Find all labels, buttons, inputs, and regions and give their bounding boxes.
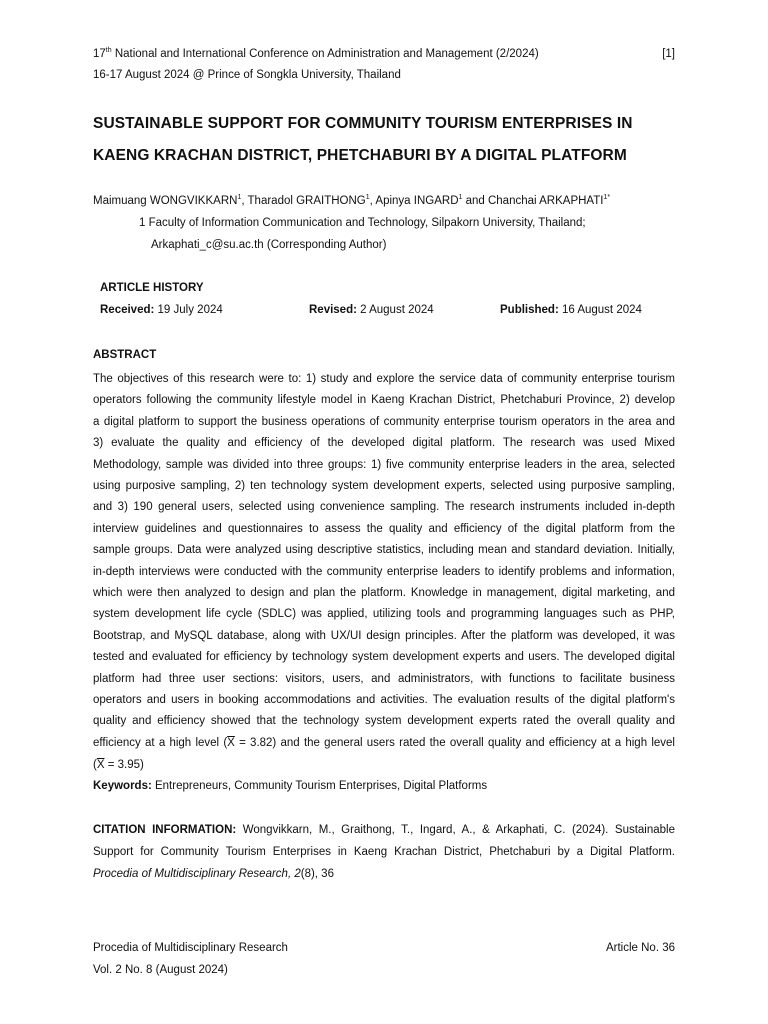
received-date xyxy=(100,302,223,318)
citation-line-2: Support for Community Tourism Enterprises in Kaeng Krachan District, Phetchaburi by a Digital Platform. xyxy=(93,846,675,858)
abstract-line-19 xyxy=(93,757,675,773)
citation-issue: (8), 36 xyxy=(300,868,334,880)
abstract-line: operators following the community lifestyle model in Kaeng Krachan District, Phetchaburi Province, 2) develop xyxy=(93,394,675,407)
conf-ordinal: th xyxy=(105,47,112,55)
revised-label: Revised: xyxy=(309,304,357,316)
received-value: 19 July 2024 xyxy=(154,304,223,316)
footer-article-number: Article No. 36 xyxy=(605,942,675,954)
conference-line xyxy=(93,46,539,62)
abstract-line: Bootstrap, and MySQL database, along with UX/UI design principles. After the platform was developed, it was xyxy=(93,629,675,642)
abstract-line-19-b: = 3.95) xyxy=(104,759,144,771)
abstract-line: quality and efficiency showed that the technology system development experts rated the overall quality and xyxy=(93,715,675,728)
citation-line-3 xyxy=(93,866,334,882)
author-2: , Tharadol GRAITHONG xyxy=(241,195,366,207)
footer-volume: Vol. 2 No. 8 (August 2024) xyxy=(93,964,228,976)
abstract-line: The objectives of this research were to: 1) study and explore the service data of community enterprise tourism xyxy=(93,373,675,385)
abstract-line: operators and users in booking accommodations and activities. The evaluation results of the digital platform's xyxy=(93,694,675,706)
keywords-label: Keywords: xyxy=(93,780,152,792)
author-2-affil: 1 xyxy=(365,194,370,202)
page-marker: [1] xyxy=(662,48,675,60)
abstract-line: sample groups. Data were analyzed using descriptive statistics, including mean and standard deviation. Initially, xyxy=(93,544,675,557)
abstract-line: and 3) 190 general users, selected using convenience sampling. The research instruments included in-depth xyxy=(93,501,675,514)
abstract-line: system development life cycle (SDLC) was applied, utilizing tools and programming languages such as PHP, xyxy=(93,608,675,621)
paper-title-line-2: KAENG KRACHAN DISTRICT, PHETCHABURI BY A DIGITAL PLATFORM xyxy=(93,147,627,164)
citation-journal: Procedia of Multidisciplinary Research, 2 xyxy=(93,868,301,880)
keywords-value: Entrepreneurs, Community Tourism Enterprises, Digital Platforms xyxy=(151,780,488,792)
author-3-affil: 1 xyxy=(458,194,463,202)
abstract-line: platform had three user sections: visitors, users, and administrators, with functions to facilitate business xyxy=(93,672,675,685)
abstract-line: interview guidelines and questionnaires to assess the quality and efficiency of the digital platform from the xyxy=(93,522,675,535)
abstract-line-18-b: = 3.82) and the general users rated the overall quality and efficiency at a high level xyxy=(234,737,675,749)
conf-number: 17 xyxy=(93,48,106,60)
footer-journal: Procedia of Multidisciplinary Research xyxy=(93,942,288,954)
abstract-line: tested and evaluated for efficiency by technology system development experts and users. The developed digital xyxy=(93,651,675,664)
conf-name: National and International Conference on Administration and Management (2/2024) xyxy=(111,48,539,60)
affiliation: 1 Faculty of Information Communication and Technology, Silpakorn University, Thailand; xyxy=(139,217,586,229)
received-label: Received: xyxy=(100,304,155,316)
citation-label: CITATION INFORMATION: xyxy=(93,824,237,836)
citation-text-1: Wongvikkarn, M., Graithong, T., Ingard, A., & Arkaphati, C. (2024). Sustainable xyxy=(236,824,675,836)
corresponding-email[interactable]: Arkaphati_c@su.ac.th (Corresponding Author) xyxy=(151,239,387,251)
revised-date xyxy=(309,302,434,318)
published-date xyxy=(500,302,642,318)
author-1: Maimuang WONGVIKKARN xyxy=(93,195,238,207)
abstract-heading: ABSTRACT xyxy=(93,349,157,361)
abstract-line: using purposive sampling, 2) ten technology system development experts, selected using purposive sampling, xyxy=(93,480,675,492)
conference-date-venue: 16-17 August 2024 @ Prince of Songkla University, Thailand xyxy=(93,69,401,81)
published-value: 16 August 2024 xyxy=(558,304,642,316)
author-4: and Chanchai ARKAPHATI xyxy=(462,195,604,207)
revised-value: 2 August 2024 xyxy=(356,304,434,316)
keywords xyxy=(93,778,487,794)
abstract-line: a digital platform to support the business operations of community enterprise tourism operators in the area and xyxy=(93,415,675,428)
abstract-line-19-a: ( xyxy=(93,759,97,771)
mean-symbol: $\overline{X}$ xyxy=(227,737,235,749)
author-1-affil: 1 xyxy=(237,194,242,202)
mean-symbol: $\overline{X}$ xyxy=(96,759,105,771)
abstract-line-18 xyxy=(93,735,675,751)
article-history-heading: ARTICLE HISTORY xyxy=(100,282,204,294)
author-3: , Apinya INGARD xyxy=(369,195,459,207)
published-label: Published: xyxy=(500,304,559,316)
author-4-affil: 1* xyxy=(603,194,611,202)
author-list xyxy=(93,193,610,209)
abstract-line: Methodology, sample was divided into three groups: 1) five community enterprise leaders in the area, selected xyxy=(93,458,675,471)
abstract-line: 3) evaluate the quality and efficiency of the developed digital platform. The research was used Mixed xyxy=(93,437,675,450)
abstract-line: in-depth interviews were conducted with the community enterprise leaders to identify problems and information, xyxy=(93,565,675,578)
abstract-line: which were then analyzed to design and plan the platform. Knowledge in management, digital marketing, and xyxy=(93,587,675,599)
citation-line-1 xyxy=(93,822,675,838)
abstract-line-18-a: efficiency at a high level ( xyxy=(93,737,228,749)
paper-title-line-1: SUSTAINABLE SUPPORT FOR COMMUNITY TOURISM ENTERPRISES IN xyxy=(93,115,633,132)
